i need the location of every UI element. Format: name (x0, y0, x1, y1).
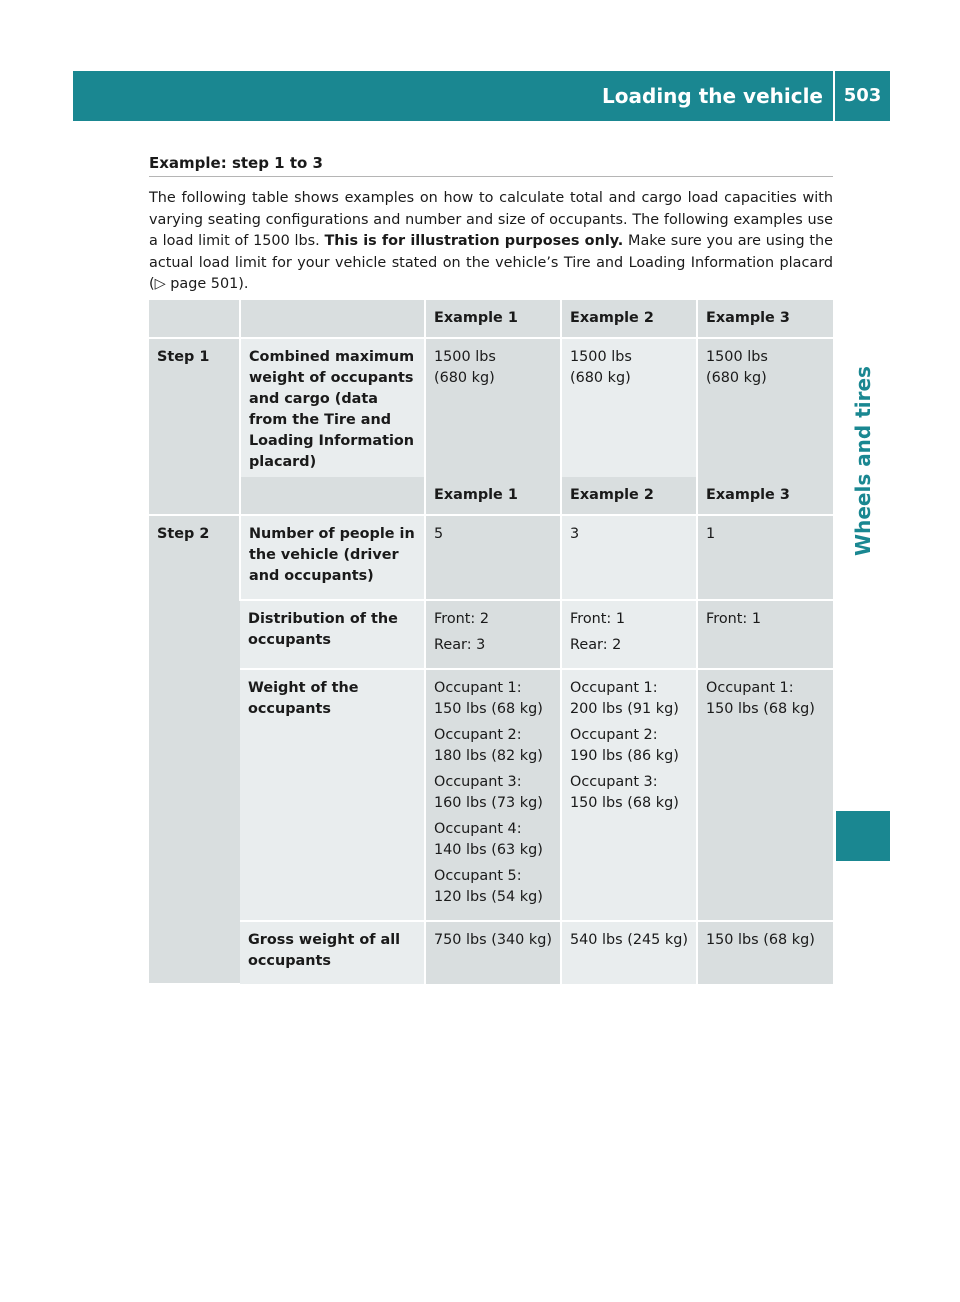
table-row (149, 669, 833, 921)
page-reference[interactable]: page 501). (165, 276, 249, 292)
header-cell: Example 3 (697, 477, 833, 515)
header-cell: Example 3 (697, 300, 833, 338)
page-reference-icon: ▷ (154, 276, 166, 292)
side-tab-label: Wheels and tires (851, 366, 876, 556)
page-number: 503 (843, 85, 882, 106)
side-tab (836, 121, 890, 801)
value-cell: 750 lbs (340 kg) (425, 921, 561, 984)
step-cell: Step 1 (149, 338, 240, 485)
header-cell (240, 477, 425, 515)
header-cell: Example 1 (425, 300, 561, 338)
step1-table (149, 300, 833, 485)
value-cell: Occupant 1: 150 lbs (68 kg) Occupant 2: 180 lbs (82 kg) Occupant 3: 160 lbs (73 kg) Occupant 4: 140 lbs (63 kg) Occupant 5: 120 lbs (54 kg) (425, 669, 561, 921)
row-label: Weight of the occupants (240, 669, 425, 921)
value-cell: Front: 1 (697, 600, 833, 669)
value-cell: Occupant 1: 150 lbs (68 kg) (697, 669, 833, 921)
value-cell: Occupant 1: 200 lbs (91 kg) Occupant 2: 190 lbs (86 kg) Occupant 3: 150 lbs (68 kg) (561, 669, 697, 921)
header-cell (149, 300, 240, 338)
row-label: Gross weight of all occupants (240, 921, 425, 984)
value-cell: 1500 lbs (680 kg) (425, 338, 561, 485)
value-cell: Front: 1 Rear: 2 (561, 600, 697, 669)
value-cell: 150 lbs (68 kg) (697, 921, 833, 984)
page-header (73, 71, 890, 121)
value-cell: Front: 2 Rear: 3 (425, 600, 561, 669)
table-row (149, 515, 833, 600)
side-tab-marker (836, 811, 890, 861)
row-label: Combined maximum weight of occupants and cargo (data from the Tire and Loading Information placard) (240, 338, 425, 485)
value-cell: 5 (425, 515, 561, 600)
header-cell: Example 2 (561, 300, 697, 338)
intro-emphasis: This is for illustration purposes only. (324, 233, 624, 249)
row-label: Distribution of the occupants (240, 600, 425, 669)
value-cell: 540 lbs (245 kg) (561, 921, 697, 984)
step-cell: Step 2 (149, 515, 240, 984)
table-row (149, 921, 833, 984)
intro-paragraph: The following table shows examples on how to calculate total and cargo load capacities with varying seating configurations and number and size of occupants. The following examples use a load limit of 1500 lbs. This is for illustration purposes only. Make sure you are using the actual load limit for your vehicle stated on the vehicle’s Tire and Loading Information placard (▷ page 501). (149, 190, 833, 292)
value-cell: 3 (561, 515, 697, 600)
table-header-row (149, 477, 833, 515)
step2-body (149, 515, 833, 984)
header-cell (149, 477, 240, 515)
value-cell: 1 (697, 515, 833, 600)
header-cell (240, 300, 425, 338)
row-label: Number of people in the vehicle (driver and occupants) (240, 515, 425, 600)
table-row (149, 600, 833, 669)
header-cell: Example 2 (561, 477, 697, 515)
section-title: Example: step 1 to 3 (149, 154, 833, 177)
table-row (149, 338, 833, 485)
value-cell: 1500 lbs (680 kg) (561, 338, 697, 485)
header-cell: Example 1 (425, 477, 561, 515)
value-cell: 1500 lbs (680 kg) (697, 338, 833, 485)
step2-table (149, 477, 833, 985)
chapter-title: Loading the vehicle (588, 71, 835, 121)
table-header-row (149, 300, 833, 338)
